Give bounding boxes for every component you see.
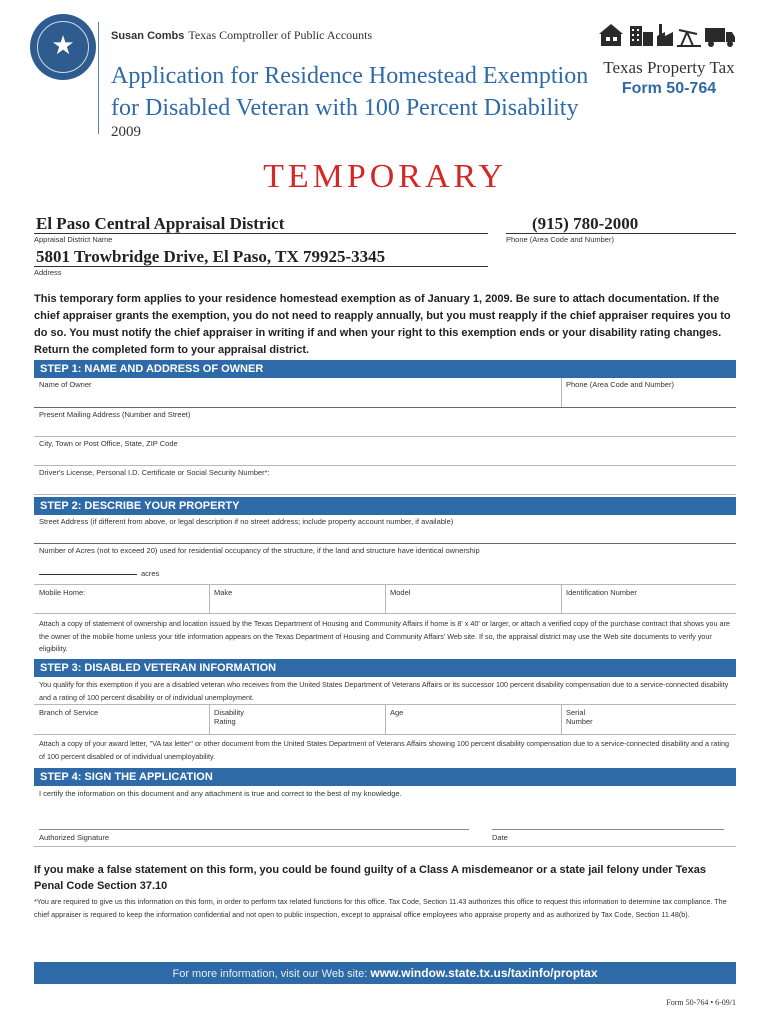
acres-input-line[interactable]	[39, 574, 137, 575]
signature-label: Authorized Signature	[39, 833, 110, 842]
rating-cell[interactable]	[209, 705, 245, 734]
step4-header: STEP 4: SIGN THE APPLICATION	[34, 768, 736, 786]
agency-line	[111, 28, 372, 43]
acres-unit-label: acres	[141, 569, 160, 578]
district-name-rule	[34, 233, 488, 234]
signature-block	[34, 786, 736, 847]
form-series: Texas Property Tax	[603, 58, 735, 77]
acres-question-label: Number of Acres (not to exceed 20) used for residential occupancy of the structure, if the land and structure have identical ownership	[39, 546, 480, 555]
date-label: Date	[492, 833, 508, 842]
header-divider	[98, 22, 99, 134]
serial-cell[interactable]	[561, 705, 593, 734]
false-statement-warning: If you make a false statement on this form, you could be found guilty of a Class A misdemeanor or a state jail felony under Texas Penal Code Section 37.10	[34, 864, 706, 892]
mailing-address-row[interactable]	[34, 408, 736, 437]
mobile-home-row[interactable]	[34, 585, 736, 614]
city-label: City, Town or Post Office, State, ZIP Code	[39, 439, 178, 448]
street-address-label: Street Address (if different from above, or legal description if no street address; include property account number, if available)	[39, 517, 454, 526]
house-icon	[599, 24, 623, 46]
footer-url-link[interactable]: www.window.state.tx.us/taxinfo/proptax	[370, 966, 598, 980]
owner-phone-label: Phone (Area Code and Number)	[566, 380, 674, 389]
mailing-address-label: Present Mailing Address (Number and Street)	[39, 410, 191, 419]
form-code: Form 50-764 • 6-09/1	[666, 998, 736, 1007]
footer-bar	[34, 962, 736, 984]
award-letter-note	[34, 735, 736, 766]
intro-text: This temporary form applies to your residence homestead exemption as of January 1, 2009. Be sure to attach documentation. If the chief appraiser grants the exemption, you do not need to reapply annually, but you must reapply if the chief appraiser requires you to do so. You must notify the chief appraiser in writing if and when your right to this exemption ends or your disability rating changes. Return the completed form to your appraisal district.	[34, 293, 731, 356]
district-phone-rule	[506, 233, 736, 234]
license-row[interactable]	[34, 466, 736, 495]
license-label: Driver's License, Personal I.D. Certificate or Social Security Number*:	[39, 468, 270, 477]
property-type-icons	[597, 20, 737, 48]
veteran-info-row[interactable]	[34, 705, 736, 735]
age-cell[interactable]	[385, 705, 404, 734]
district-phone-label: Phone (Area Code and Number)	[506, 235, 614, 244]
district-name: El Paso Central Appraisal District	[36, 214, 285, 233]
district-address: 5801 Trowbridge Drive, El Paso, TX 79925-3345	[36, 247, 386, 266]
owner-name-row[interactable]	[34, 378, 736, 408]
building-icon	[630, 26, 653, 46]
agency-name: Texas Comptroller of Public Accounts	[188, 28, 373, 42]
owner-name-label: Name of Owner	[39, 380, 92, 389]
owner-phone-cell[interactable]	[561, 378, 674, 407]
step1-header: STEP 1: NAME AND ADDRESS OF OWNER	[34, 360, 736, 378]
step2-header: STEP 2: DESCRIBE YOUR PROPERTY	[34, 497, 736, 515]
truck-icon	[705, 28, 735, 47]
serial-label: Serial Number	[566, 708, 593, 726]
official-name: Susan Combs	[111, 30, 185, 42]
district-phone: (915) 780-2000	[532, 214, 639, 233]
qualify-text: You qualify for this exemption if you are a disabled veteran who receives from the United States Department of Veterans Affairs or its successor 100 percent disability compensation due to a service-connected disability and a rating of 100 percent disability or of individual unemployment.	[39, 680, 729, 702]
mobile-home-note	[34, 614, 736, 656]
district-name-label: Appraisal District Name	[34, 235, 113, 244]
district-address-rule	[34, 266, 488, 267]
age-label: Age	[390, 708, 404, 717]
id-number-label: Identification Number	[566, 588, 637, 597]
mobile-home-label: Mobile Home:	[39, 588, 86, 597]
rating-label: Disability Rating	[214, 708, 245, 726]
form-year: 2009	[111, 124, 141, 140]
form-number: Form 50-764	[621, 80, 717, 97]
form-title	[111, 60, 591, 124]
make-cell[interactable]	[209, 585, 233, 613]
district-address-label: Address	[34, 268, 62, 277]
make-label: Make	[214, 588, 233, 597]
comptroller-seal-icon: ★	[30, 14, 96, 80]
certify-text: I certify the information on this document and any attachment is true and correct to the best of my knowledge.	[39, 789, 402, 798]
mobile-home-note-text: Attach a copy of statement of ownership and location issued by the Texas Department of Housing and Community Affairs if home is 8' x 40' or larger, or attach a verified copy of the purchase contract that shows you are the owner of the mobile home unless your title information appears on the Texas Department of Housing and Community Affairs' Web site. If so, the appraisal district may use the Web site documents to verify your eligibility.	[39, 619, 730, 653]
step3-header: STEP 3: DISABLED VETERAN INFORMATION	[34, 659, 736, 677]
qualify-row	[34, 677, 736, 705]
form-title-line-2: for Disabled Veteran with 100 Percent Disability	[111, 95, 579, 121]
model-cell[interactable]	[385, 585, 411, 613]
temporary-stamp: TEMPORARY	[263, 158, 507, 195]
branch-label: Branch of Service	[39, 708, 99, 717]
date-line[interactable]	[492, 829, 724, 830]
privacy-footnote: *You are required to give us this information on this form, in order to perform tax related functions for this office. Tax Code, Section 11.43 authorizes this office to request this information to determine tax compliance. The chief appraiser is required to keep the information confidential and not open to public inspection, except to appraisal office employees who appraise property and as authorized by Tax Code, Section 11.48(b).	[34, 897, 727, 919]
factory-icon	[657, 24, 673, 46]
footer-text: For more information, visit our Web site:	[172, 968, 371, 980]
street-address-row[interactable]	[34, 515, 736, 544]
form-title-line-1: Application for Residence Homestead Exemption	[111, 63, 589, 89]
id-number-cell[interactable]	[561, 585, 637, 613]
city-row[interactable]	[34, 437, 736, 466]
acres-row	[34, 544, 736, 585]
award-letter-text: Attach a copy of your award letter, "VA tax letter" or other document from the United States Department of Veterans Affairs showing 100 percent disability compensation due to a service-connected disability and a rating of 100 percent disabled or of individual unemployability.	[39, 739, 730, 761]
model-label: Model	[390, 588, 411, 597]
signature-line[interactable]	[39, 829, 469, 830]
oil-pump-icon	[677, 30, 701, 46]
